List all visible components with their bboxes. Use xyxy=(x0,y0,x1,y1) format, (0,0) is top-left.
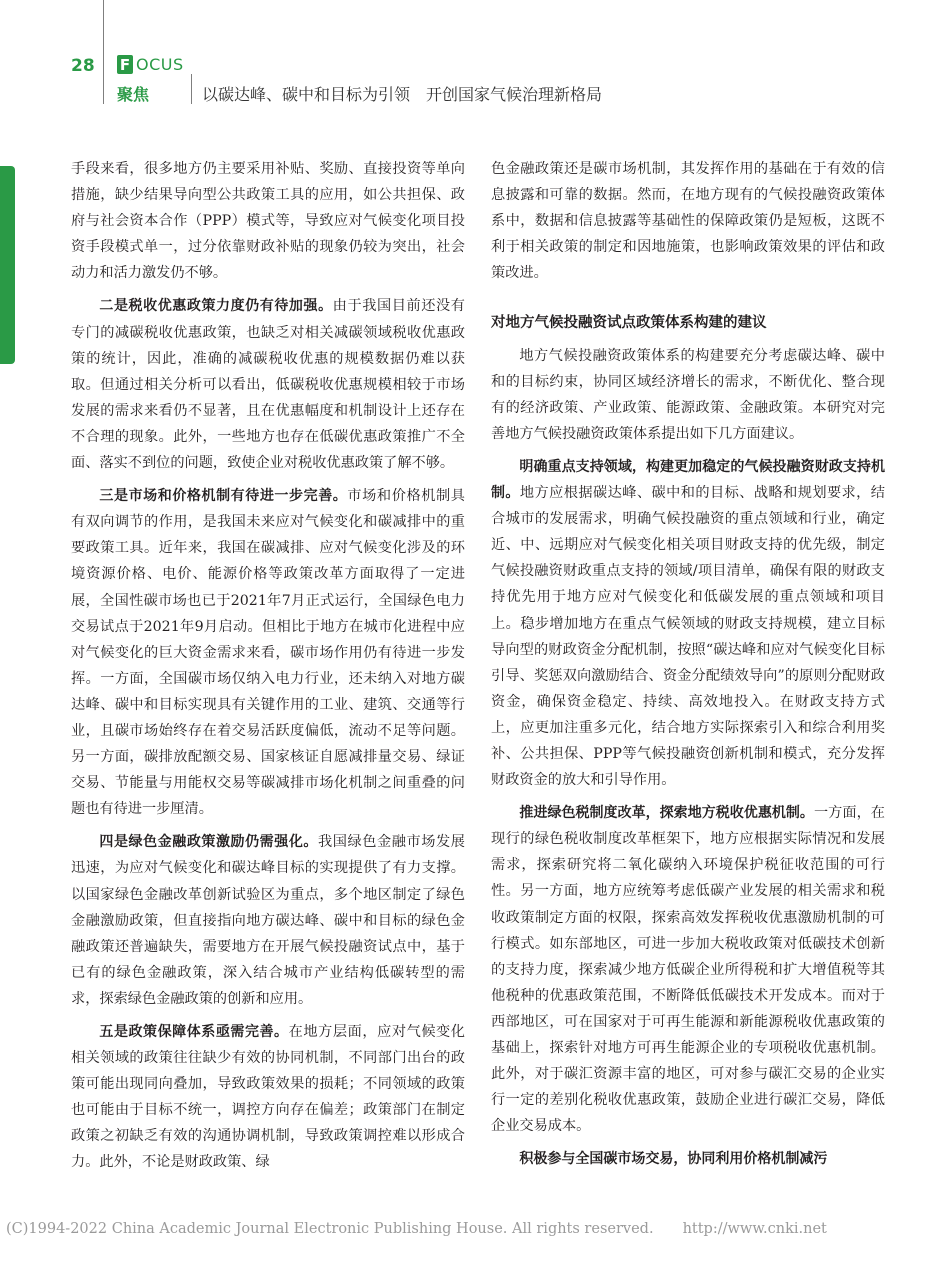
paragraph: 地方气候投融资政策体系的构建要充分考虑碳达峰、碳中和的目标约束，协同区域经济增长的需求，不断优化、整合现有的经济政策、产业政策、能源政策、金融政策。本研究对完善地方气候投融资政策体系提出如下几方面建议。 xyxy=(491,347,885,442)
paragraph-body: 地方应根据碳达峰、碳中和的目标、战略和规划要求，结合城市的发展需求，明确气候投融资的重点领域和行业，确定近、中、远期应对气候变化相关项目财政支持的优先级，制定气候投融资财政重点支持的领域/项目清单，确保有限的财政支持优先用于地方应对气候变化和低碳发展的重点领域和项目上。稳步增加地方在重点气候领域的财政支持规模，建立目标导向型的财政资金分配机制，按照“碳达峰和应对气候变化目标引导、奖惩双向激励结合、资金分配绩效导向”的原则分配财政资金，确保资金稳定、持续、高效地投入。在财政支持方式上，应更加注重多元化，结合地方实际探索引入和综合利用奖补、公共担保、PPP等气候投融资创新机制和模式，充分发挥财政资金的放大和引导作用。 xyxy=(491,485,885,789)
header-divider-vertical xyxy=(103,0,104,104)
page-number: 28 xyxy=(71,56,95,76)
paragraph xyxy=(491,800,885,1139)
paragraph-body: 由于我国目前还没有专门的减碳税收优惠政策，也缺乏对相关减碳领域税收优惠政策的统计，因此，准确的减碳税收优惠的规模数据仍难以获取。但通过相关分析可以看出，低碳税收优惠规模相较于市场发展的需求来看仍不显著，且在优惠幅度和机制设计上还存在不合理的现象。此外，一些地方也存在低碳优惠政策推广不全面、落实不到位的问题，致使企业对税收优惠政策了解不够。 xyxy=(71,298,465,472)
paragraph xyxy=(491,454,885,793)
paragraph: 手段来看，很多地方仍主要采用补贴、奖励、直接投资等单向措施，缺少结果导向型公共政策工具的应用，如公共担保、政府与社会资本合作（PPP）模式等，导致应对气候变化项目投资手段模式单一，过分依靠财政补贴的现象仍较为突出，社会动力和活力激发仍不够。 xyxy=(71,161,465,282)
paragraph xyxy=(71,483,465,822)
paragraph: 色金融政策还是碳市场机制，其发挥作用的基础在于有效的信息披露和可靠的数据。然而，在地方现有的气候投融资政策体系中，数据和信息披露等基础性的保障政策仍是短板，这既不利于相关政策的制定和因地施策，也影响政策效果的评估和政策改进。 xyxy=(491,161,885,282)
paragraph-lead: 五是政策保障体系亟需完善。 xyxy=(99,1024,289,1040)
paragraph xyxy=(71,293,465,476)
paragraph-body: 我国绿色金融市场发展迅速，为应对气候变化和碳达峰目标的实现提供了有力支撑。以国家绿色金融改革创新试验区为重点，多个地区制定了绿色金融激励政策，但直接指向地方碳达峰、碳中和目标的绿色金融政策还普遍缺失，需要地方在开展气候投融资试点中，基于已有的绿色金融政策，深入结合城市产业结构低碳转型的需求，探索绿色金融政策的创新和应用。 xyxy=(71,834,465,1007)
right-column xyxy=(491,156,885,1172)
column-label: 聚焦 xyxy=(117,85,150,104)
header-divider-short xyxy=(191,74,192,104)
paragraph-lead: 明确重点支持领域，构建更加稳定的气候投融资财政支持机制。 xyxy=(491,458,885,502)
paragraph xyxy=(71,829,465,1012)
paragraph-body: 在地方层面，应对气候变化相关领域的政策往往缺少有效的协同机制，不同部门出台的政策可能出现同向叠加，导致政策效果的损耗；不同领域的政策也可能由于目标不统一，调控方向存在偏差；政策部门在制定政策之初缺乏有效的沟通协调机制，导致政策调控难以形成合力。此外，不论是财政政策、绿 xyxy=(71,1024,465,1171)
focus-initial: F xyxy=(117,55,133,74)
focus-logo xyxy=(117,55,184,74)
paragraph-lead: 推进绿色税制度改革，探索地方税收优惠机制。 xyxy=(519,805,814,822)
left-column xyxy=(71,156,465,1176)
paragraph-body: 市场和价格机制具有双向调节的作用，是我国未来应对气候变化和碳减排中的重要政策工具。近年来，我国在碳减排、应对气候变化涉及的环境资源价格、电价、能源价格等政策改革方面取得了一定进展，全国性碳市场也已于2021年7月正式运行，全国绿色电力交易试点于2021年9月启动。但相比于地方在城市化进程中应对气候变化的巨大资金需求来看，碳市场作用仍有待进一步发挥。一方面，全国碳市场仅纳入电力行业，还未纳入对地方碳达峰、碳中和目标实现具有关键作用的工业、建筑、交通等行业，且碳市场始终存在着交易活跃度偏低，流动不足等问题。另一方面，碳排放配额交易、国家核证自愿减排量交易、绿证交易、节能量与用能权交易等碳减排市场化机制之间重叠的问题也有待进一步厘清。 xyxy=(71,488,465,818)
section-heading: 对地方气候投融资试点政策体系构建的建议 xyxy=(491,315,767,332)
side-tab-marker xyxy=(0,166,15,364)
page-header-title: 以碳达峰、碳中和目标为引领 开创国家气候治理新格局 xyxy=(202,85,603,104)
paragraph xyxy=(491,1146,885,1172)
focus-rest: OCUS xyxy=(136,55,184,74)
paragraph xyxy=(71,1019,465,1176)
paragraph-lead: 积极参与全国碳市场交易，协同利用价格机制减污 xyxy=(519,1151,828,1168)
paragraph-body: 一方面，在现行的绿色税收制度改革框架下，地方应根据实际情况和发展需求，探索研究将二氧化碳纳入环境保护税征收范围的可行性。另一方面，地方应统筹考虑低碳产业发展的相关需求和税收政策制定方面的权限，探索高效发挥税收优惠激励机制的可行模式。如东部地区，可进一步加大税收政策对低碳技术创新的支持力度，探索减少地方低碳企业所得税和扩大增值税等其他税种的优惠政策范围，不断降低低碳技术开发成本。而对于西部地区，可在国家对于可再生能源和新能源税收优惠政策的基础上，探索针对地方可再生能源企业的专项税收优惠机制。此外，对于碳汇资源丰富的地区，可对参与碳汇交易的企业实行一定的差别化税收优惠政策，鼓励企业进行碳汇交易，降低企业交易成本。 xyxy=(491,805,885,1135)
paragraph-lead: 四是绿色金融政策激励仍需强化。 xyxy=(99,834,318,851)
copyright-footer: (C)1994-2022 China Academic Journal Electronic Publishing House. All rights reserved. http://www.cnki.net xyxy=(6,1221,827,1237)
paragraph-lead: 三是市场和价格机制有待进一步完善。 xyxy=(99,488,348,505)
paragraph-lead: 二是税收优惠政策力度仍有待加强。 xyxy=(99,298,333,315)
